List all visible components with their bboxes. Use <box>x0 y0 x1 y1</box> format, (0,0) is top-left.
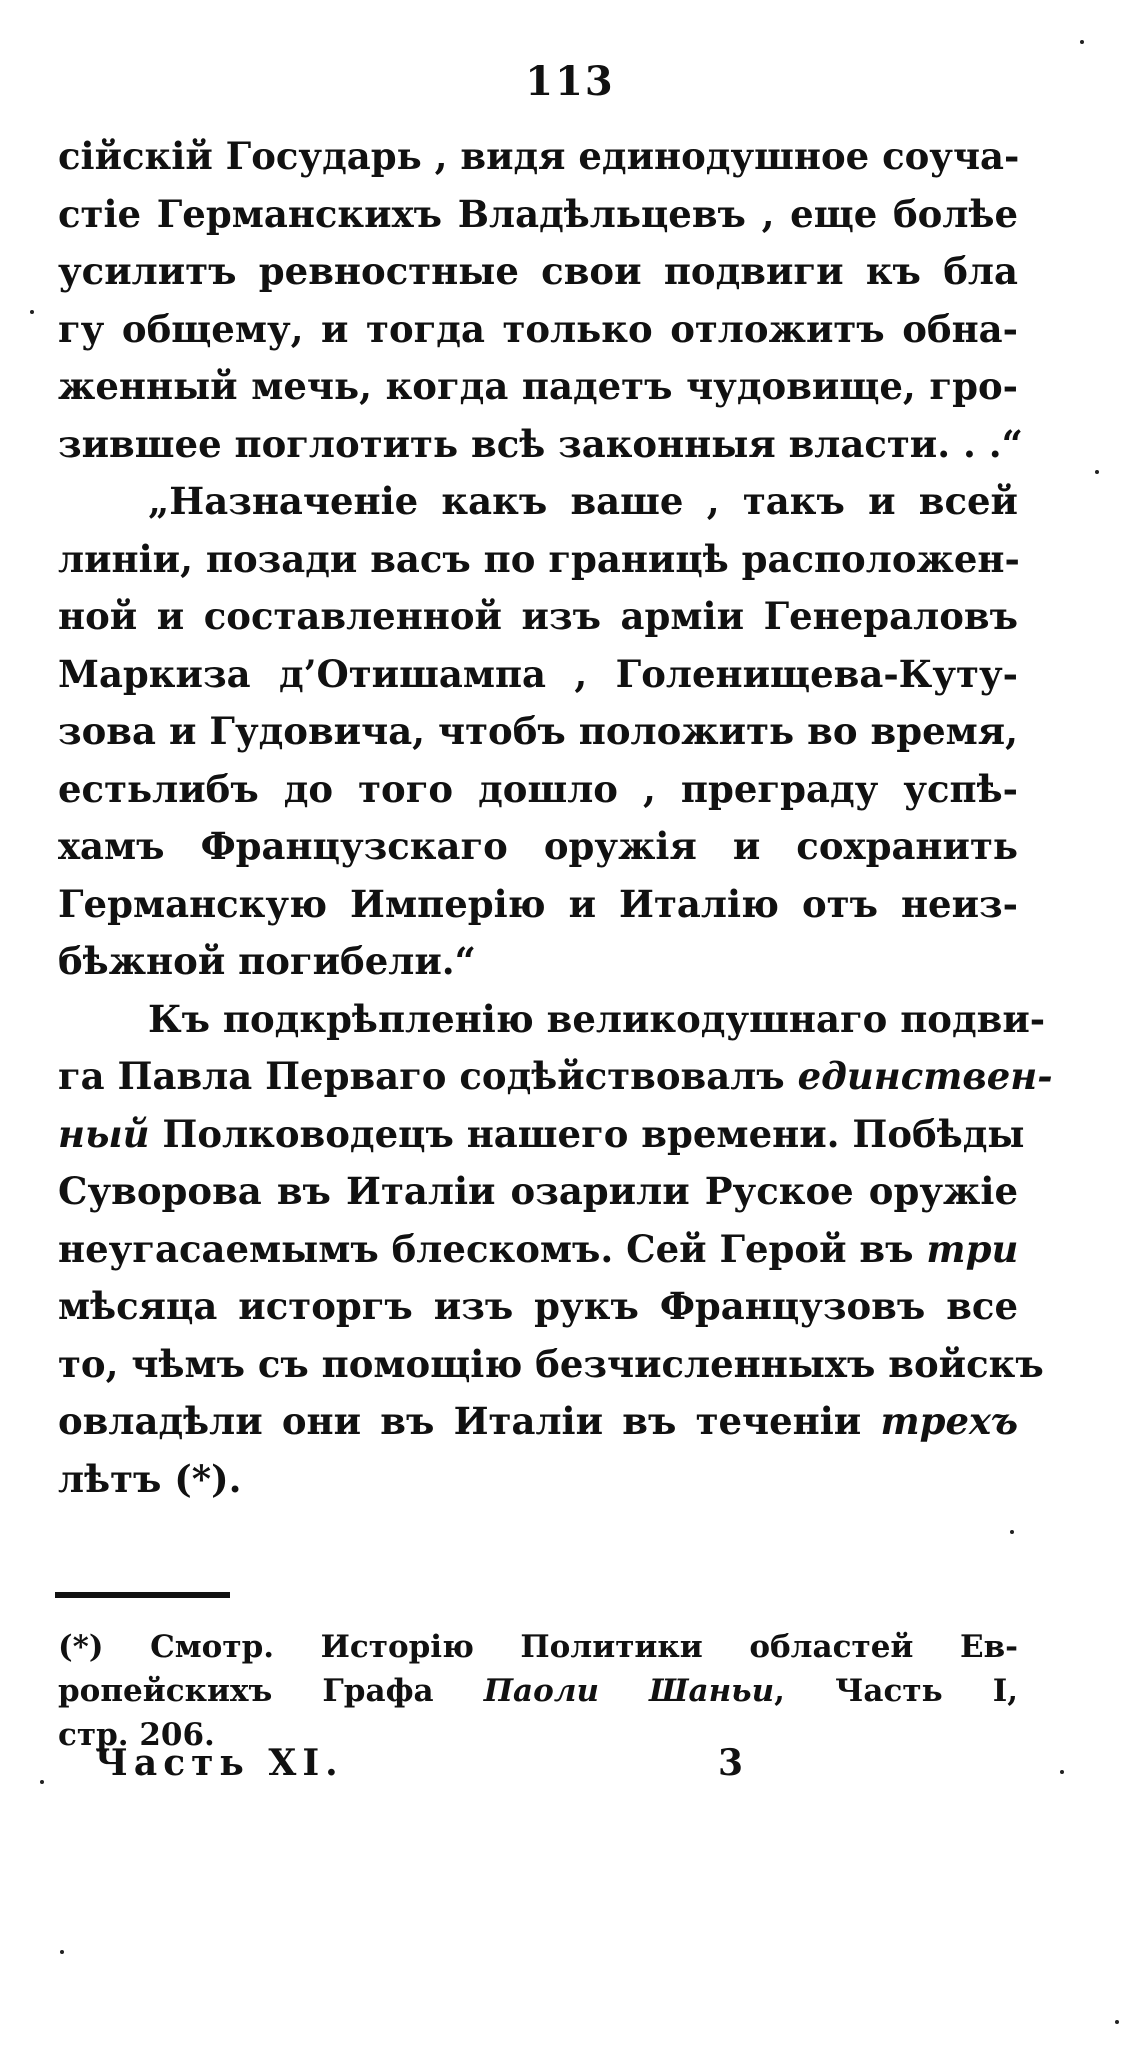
text-line: Суворова въ Италіи озарили Руское оружіе <box>58 1169 1018 1213</box>
text-segment: неугасаемымъ блескомъ. Сей Герой въ <box>58 1226 914 1271</box>
text-line: то, чѣмъ съ помощію безчисленныхъ войскъ <box>58 1341 1044 1386</box>
page-number: 113 <box>525 58 615 105</box>
main-text <box>58 128 1053 1508</box>
print-speck <box>30 310 34 314</box>
text-line: зова и Гудовича, чтобъ положить во время, <box>58 709 1018 753</box>
italic-text: единствен- <box>797 1054 1053 1098</box>
print-speck <box>1115 2020 1119 2024</box>
footnote <box>58 1625 1018 1757</box>
part-label: Часть XI. <box>95 1742 344 1784</box>
text-line: хамъ Французскаго оружія и сохранить <box>58 824 1018 868</box>
italic-text: Паоли Шаньи <box>483 1673 775 1709</box>
print-speck <box>1010 1530 1014 1534</box>
text-line: естьлибъ до того дошло , преграду успѣ- <box>58 766 1018 811</box>
signature-line <box>0 1742 1140 1802</box>
text-line <box>58 1393 1018 1451</box>
footnote-divider <box>55 1592 230 1598</box>
text-line <box>58 1221 1018 1279</box>
print-speck <box>40 1780 44 1784</box>
text-line: стіе Германскихъ Владѣльцевъ , еще болѣе <box>58 191 1018 236</box>
text-line: линіи, позади васъ по границѣ расположен- <box>58 536 1020 581</box>
text-segment: овладѣли они въ Италіи въ теченіи <box>58 1399 862 1443</box>
text-line: „Назначеніе какъ ваше , такъ и всей <box>148 479 1018 523</box>
text-line: мѣсяца исторгъ изъ рукъ Французовъ все <box>58 1284 1018 1328</box>
footnote-line <box>58 1669 1018 1713</box>
text-line: сійскій Государь , видя единодушное соуча- <box>58 134 1020 178</box>
text-line: зившее поглотить всѣ законныя власти. . .“ <box>58 421 1023 466</box>
text-line: Германскую Имперію и Италію отъ неиз- <box>58 881 1018 926</box>
text-line <box>58 1048 1053 1106</box>
print-speck <box>60 1950 64 1954</box>
sheet-mark: 3 <box>718 1742 744 1784</box>
print-speck <box>1095 470 1099 474</box>
italic-text: ный <box>58 1111 150 1156</box>
text-line: Маркиза д’Отишампа , Голенищева-Куту- <box>58 651 1018 696</box>
italic-text: три <box>926 1226 1019 1271</box>
print-speck <box>1060 1770 1064 1774</box>
text-segment: , Часть I, <box>774 1673 1019 1709</box>
text-line <box>58 1106 1025 1164</box>
text-line: лѣтъ (*). <box>58 1456 242 1501</box>
footnote-line: стр. 206. <box>58 1717 215 1753</box>
text-line: бѣжной погибели.“ <box>58 939 476 983</box>
italic-text: трехъ <box>880 1399 1018 1443</box>
print-speck <box>1080 40 1084 44</box>
text-segment: га Павла Перваго содѣйствовалъ <box>58 1054 785 1098</box>
text-line: гу общему, и тогда только отложитъ обна- <box>58 306 1018 351</box>
text-segment: ропейскихъ Графа <box>58 1673 434 1709</box>
text-segment: Полководецъ нашего времени. Побѣды <box>162 1111 1025 1156</box>
text-line: ной и составленной изъ арміи Генераловъ <box>58 594 1018 638</box>
text-line: женный мечь, когда падетъ чудовище, гро- <box>58 364 1018 408</box>
text-line: усилитъ ревностные свои подвиги къ бла <box>58 249 1018 293</box>
footnote-line: (*) Смотр. Исторію Политики областей Ев- <box>58 1629 1018 1665</box>
text-line: Къ подкрѣпленію великодушнаго подви- <box>148 996 1046 1041</box>
